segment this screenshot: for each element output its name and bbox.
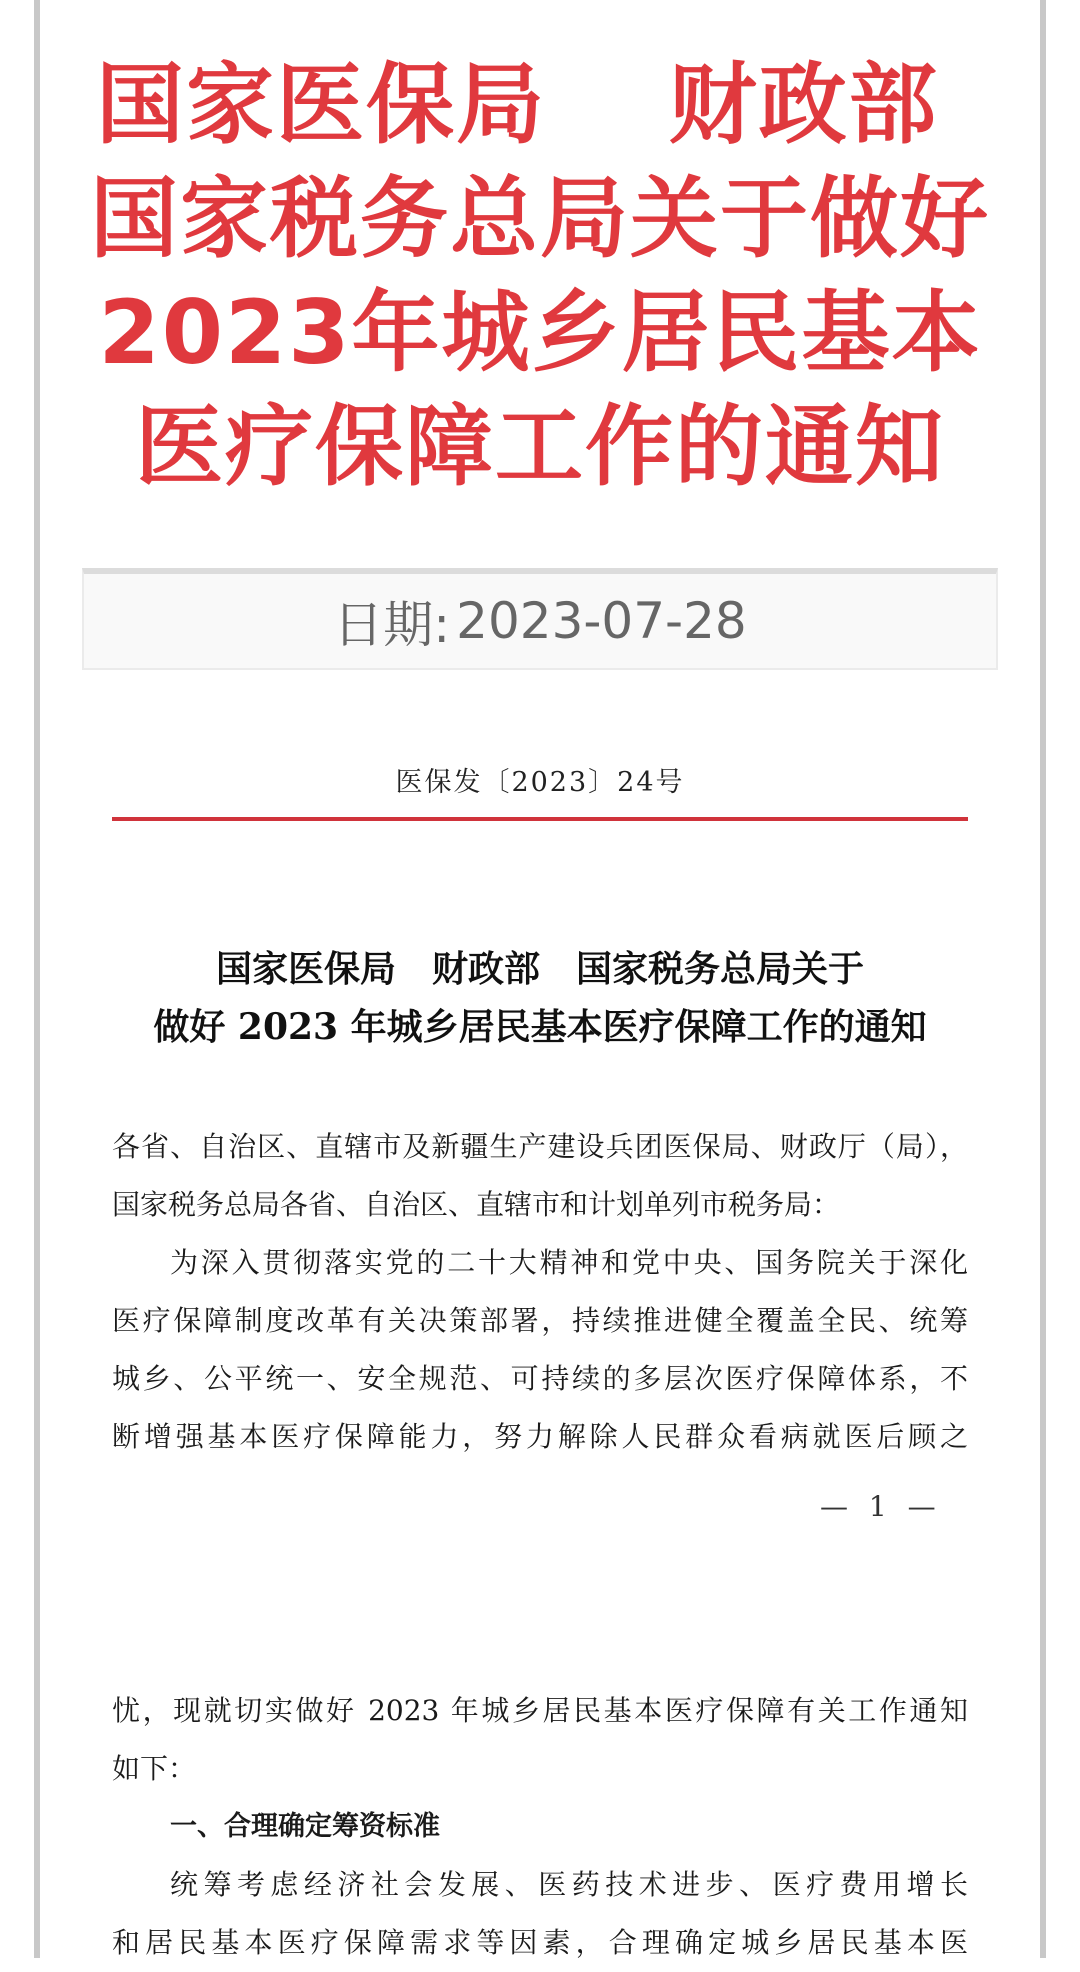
- headline-line: 国家医保局 财政部: [96, 53, 939, 156]
- document-number: 医保发〔2023〕24号: [395, 767, 685, 798]
- date-label: 日期:: [333, 596, 451, 654]
- addressee-line: 国家税务总局各省、自治区、直辖市和计划单列市税务局：: [112, 1188, 841, 1221]
- left-page-border: [34, 0, 40, 1958]
- date-value: 2023-07-28: [456, 592, 747, 650]
- body-line: 忧，现就切实做好 2023 年城乡居民基本医疗保障有关工作通知: [112, 1694, 968, 1727]
- document-title-line: 国家医保局 财政部 国家税务总局关于: [215, 948, 864, 990]
- addressee-line: 各省、自治区、直辖市及新疆生产建设兵团医保局、财政厅（局），: [112, 1130, 968, 1163]
- headline-line: 2023年城乡居民基本: [98, 281, 982, 384]
- body-line: 断增强基本医疗保障能力，努力解除人民群众看病就医后顾之: [112, 1420, 968, 1453]
- section-heading: 一、合理确定筹资标准: [170, 1811, 440, 1842]
- red-divider: [112, 817, 968, 821]
- right-page-border: [1040, 0, 1046, 1958]
- body-line: 医疗保障制度改革有关决策部署，持续推进健全覆盖全民、统筹: [112, 1304, 968, 1337]
- page-one-body: [112, 1118, 968, 1466]
- body-line: 城乡、公平统一、安全规范、可持续的多层次医疗保障体系，不: [112, 1362, 968, 1395]
- body-line: 和居民基本医疗保障需求等因素，合理确定城乡居民基本医: [112, 1926, 968, 1959]
- page-number: — 1 —: [820, 1490, 936, 1523]
- document-title-line: 做好 2023 年城乡居民基本医疗保障工作的通知: [153, 1006, 927, 1048]
- body-line: 如下：: [112, 1752, 197, 1785]
- headline: [60, 48, 1020, 504]
- body-line: 为深入贯彻落实党的二十大精神和党中央、国务院关于深化: [170, 1246, 968, 1279]
- document-title: [100, 940, 980, 1056]
- date-box: [82, 568, 998, 670]
- page-two-body: [112, 1682, 968, 1972]
- body-line: 统筹考虑经济社会发展、医药技术进步、医疗费用增长: [170, 1868, 968, 1901]
- headline-line: 医疗保障工作的通知: [134, 395, 945, 498]
- headline-line: 国家税务总局关于做好: [89, 167, 990, 270]
